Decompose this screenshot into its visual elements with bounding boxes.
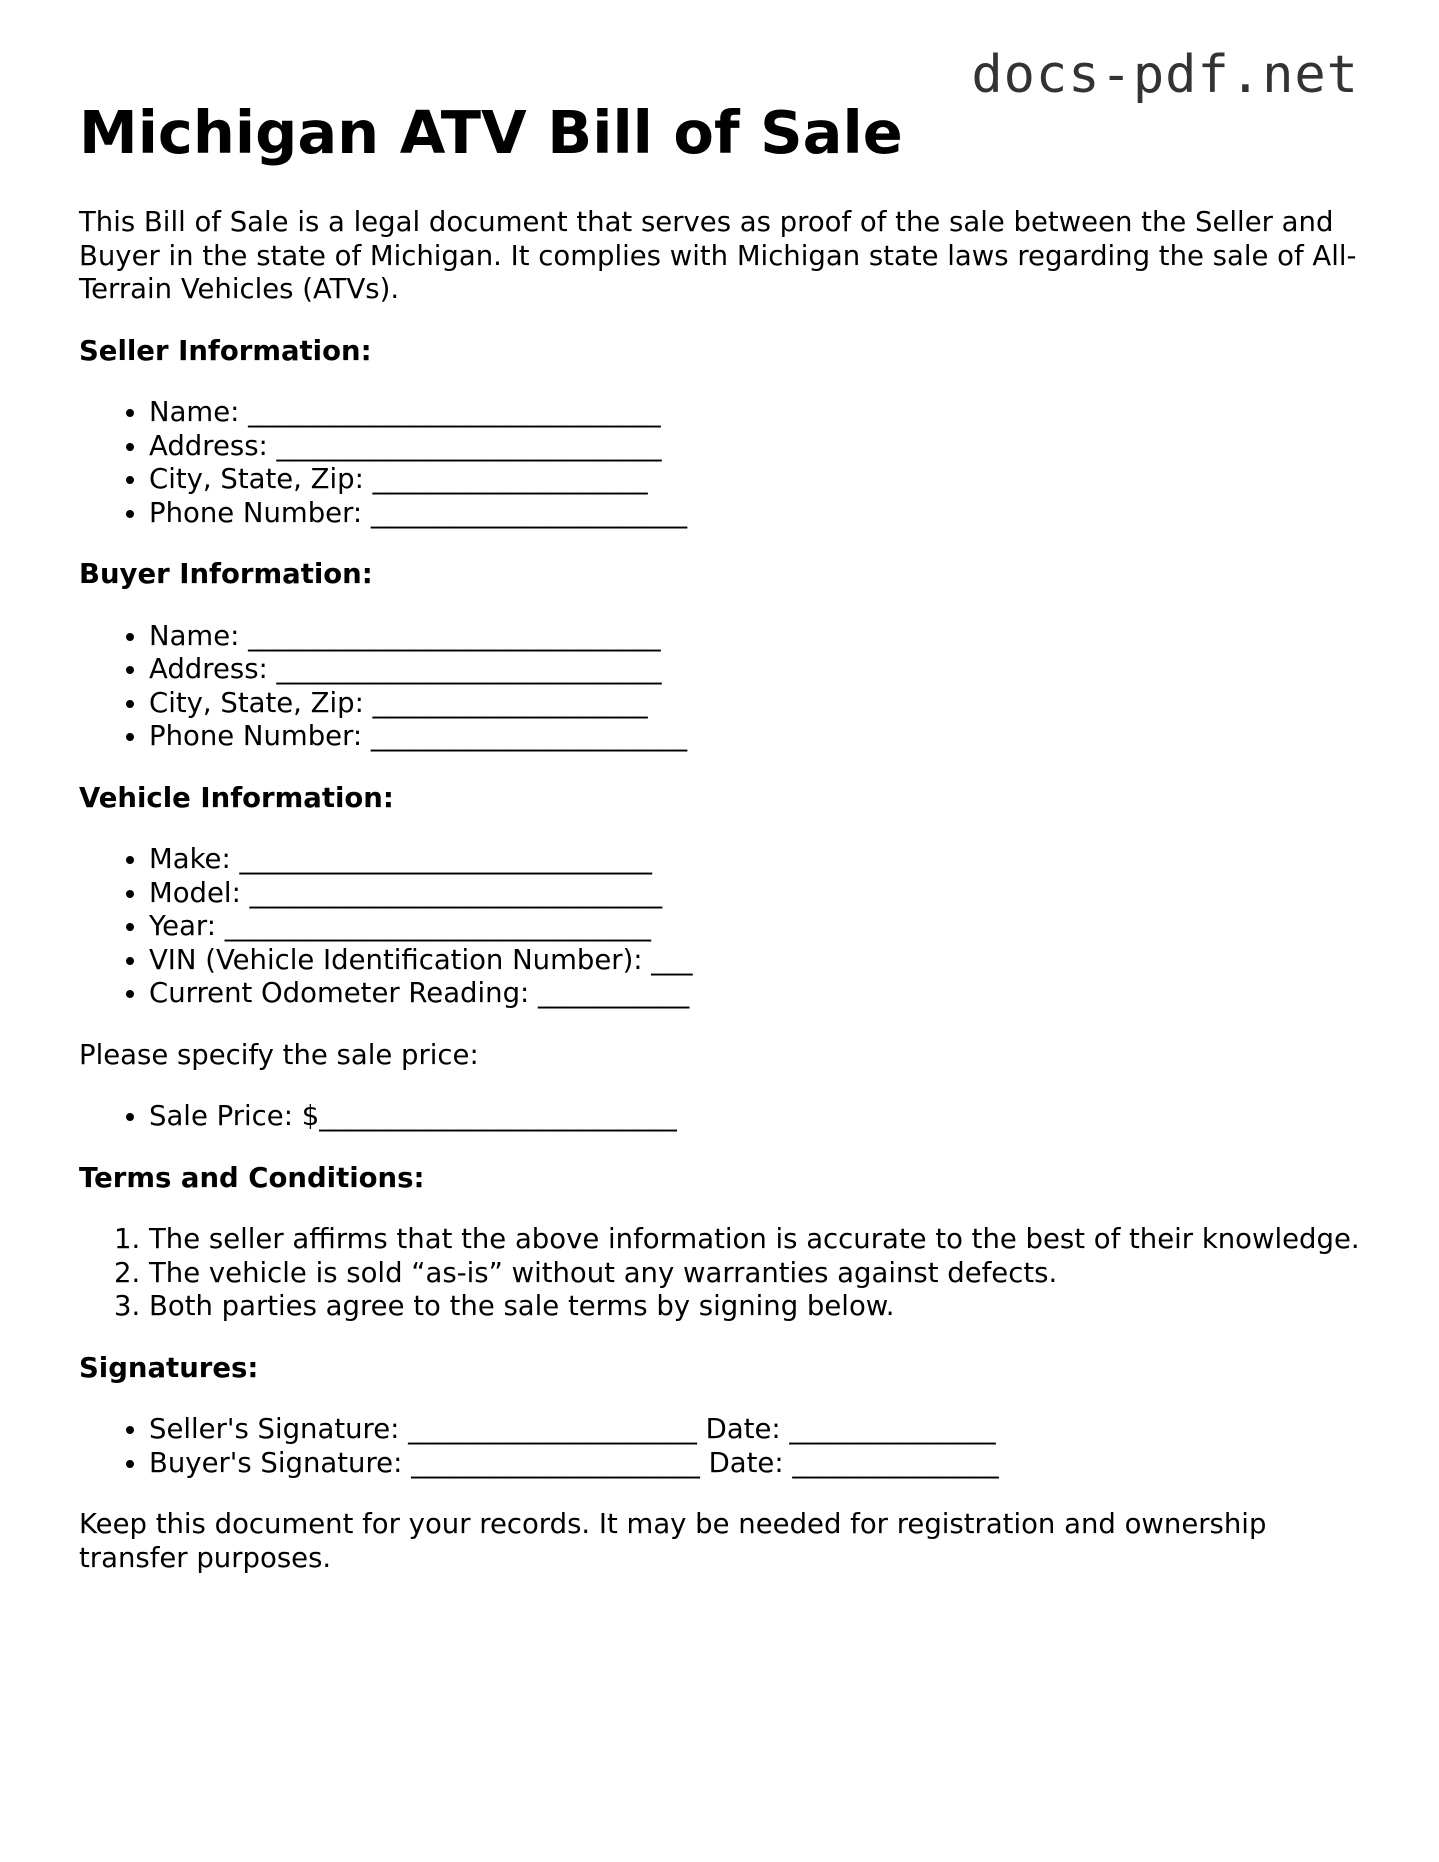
seller-heading: Seller Information:: [79, 334, 372, 367]
vehicle-odometer-field: • Current Odometer Reading: ___________: [149, 977, 1369, 1011]
terms-list: [79, 1223, 1369, 1324]
buyer-signature-field: • Buyer's Signature: _____________________ Date: _______________: [149, 1447, 1369, 1481]
vehicle-year-field: • Year: _______________________________: [149, 910, 1369, 944]
vehicle-list: [79, 843, 1369, 1011]
intro-paragraph: This Bill of Sale is a legal document that serves as proof of the sale between the Seller and Buyer in the state of Michigan. It complies with Michigan state laws regarding the sale of All-Terrain Vehicles (ATVs).: [79, 206, 1357, 305]
vehicle-heading: Vehicle Information:: [79, 781, 394, 814]
terms-item: 3. Both parties agree to the sale terms by signing below.: [149, 1290, 1369, 1324]
buyer-list: [79, 620, 1369, 754]
buyer-name-field: • Name: ______________________________: [149, 620, 1369, 654]
buyer-address-field: • Address: ____________________________: [149, 653, 1369, 687]
seller-signature-field: • Seller's Signature: _____________________ Date: _______________: [149, 1413, 1369, 1447]
seller-city-state-zip-field: • City, State, Zip: ____________________: [149, 463, 1369, 497]
vehicle-vin-field: • VIN (Vehicle Identification Number): ___: [149, 944, 1369, 978]
signatures-list: [79, 1413, 1369, 1480]
buyer-heading: Buyer Information:: [79, 558, 373, 590]
vehicle-make-field: • Make: ______________________________: [149, 843, 1369, 877]
seller-list: [79, 396, 1369, 530]
watermark: docs-pdf.net: [971, 45, 1359, 105]
terms-item: 1. The seller affirms that the above information is accurate to the best of their knowledge.: [149, 1223, 1369, 1257]
sale-price-field: • Sale Price: $__________________________: [149, 1100, 1369, 1134]
seller-phone-field: • Phone Number: _______________________: [149, 497, 1369, 531]
buyer-phone-field: • Phone Number: _______________________: [149, 720, 1369, 754]
price-list: [79, 1100, 1369, 1134]
page-title: Michigan ATV Bill of Sale: [79, 98, 903, 167]
seller-address-field: • Address: ____________________________: [149, 430, 1369, 464]
seller-name-field: • Name: ______________________________: [149, 396, 1369, 430]
document-page: [79, 97, 1369, 1575]
closing-paragraph: Keep this document for your records. It may be needed for registration and ownership transfer purposes.: [79, 1508, 1267, 1574]
terms-item: 2. The vehicle is sold “as-is” without any warranties against defects.: [149, 1257, 1369, 1291]
vehicle-model-field: • Model: ______________________________: [149, 877, 1369, 911]
buyer-city-state-zip-field: • City, State, Zip: ____________________: [149, 687, 1369, 721]
sale-price-prompt: Please specify the sale price:: [79, 1038, 479, 1071]
signatures-heading: Signatures:: [79, 1351, 259, 1384]
terms-heading: Terms and Conditions:: [79, 1161, 425, 1194]
